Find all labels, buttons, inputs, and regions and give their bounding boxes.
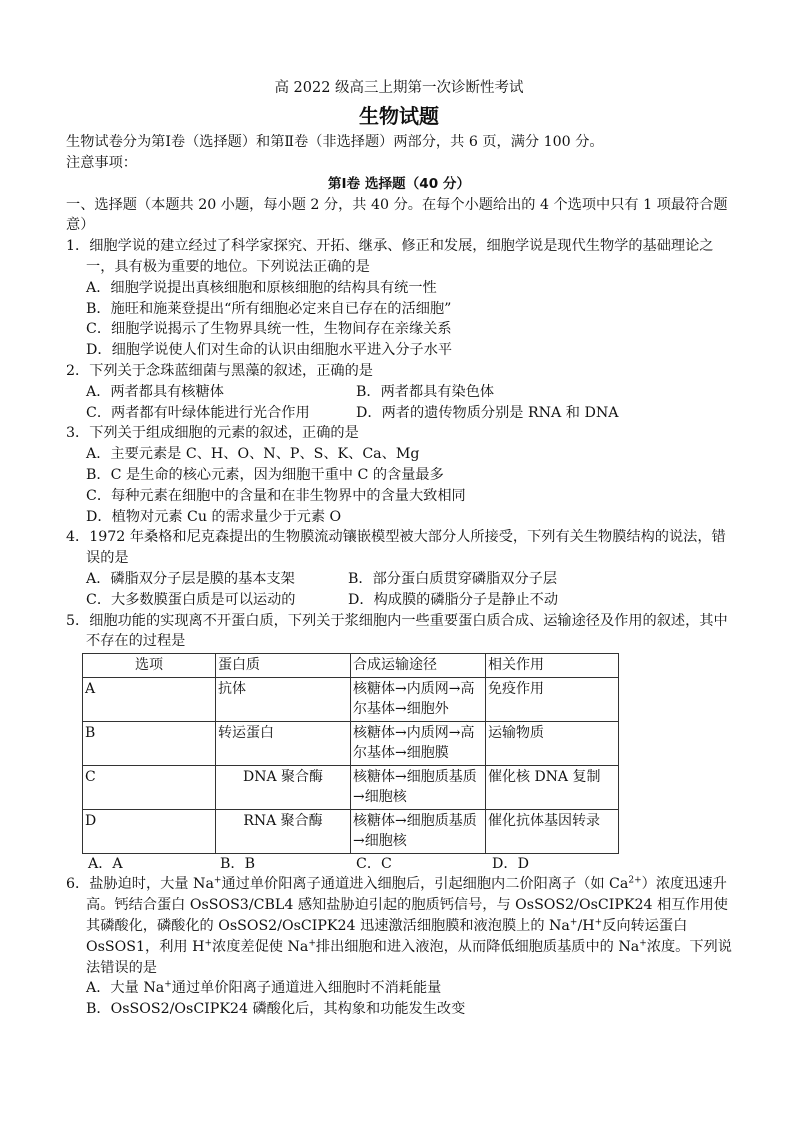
option-c: C．C <box>356 855 392 872</box>
table-cell: D <box>83 809 216 853</box>
table-cell: 催化抗体基因转录 <box>486 809 619 853</box>
table-cell: A <box>83 677 216 721</box>
option-a: A．大量 Na+通过单价阳离子通道进入细胞时不消耗能量 <box>86 979 442 997</box>
exam-title: 高 2022 级高三上期第一次诊断性考试 <box>274 80 524 96</box>
table-cell: 核糖体→细胞质基质→细胞核 <box>351 765 486 809</box>
table-cell: 核糖体→细胞质基质→细胞核 <box>351 809 486 853</box>
option-d: D．植物对元素 Cu 的需求量少于元素 O <box>86 508 342 525</box>
question-1 <box>66 236 732 361</box>
option-b: B．B <box>220 855 256 872</box>
option-c: C．细胞学说揭示了生物界具统一性，生物间存在亲缘关系 <box>86 321 452 338</box>
table-header: 选项 <box>83 654 216 678</box>
option-d: D．细胞学说使人们对生命的认识由细胞水平进入分子水平 <box>86 342 453 359</box>
option-b: B．施旺和施莱登提出“所有细胞必定来自已存在的活细胞” <box>86 300 452 317</box>
option-row <box>66 382 732 403</box>
section-instructions: 一、选择题（本题共 20 小题，每小题 2 分，共 40 分。在每个小题给出的 4 个选项中只有 1 项最符合题意） <box>66 196 728 234</box>
question-stem: 1．细胞学说的建立经过了科学家探究、开拓、继承、修正和发展，细胞学说是现代生物学的基础理论之一，具有极为重要的地位。下列说法正确的是 <box>66 238 714 275</box>
option-d: D．两者的遗传物质分别是 RNA 和 DNA <box>356 404 619 421</box>
option-row <box>66 403 732 424</box>
question-2 <box>66 361 732 423</box>
table-cell: C <box>83 765 216 809</box>
option-b: B．OsSOS2/OsCIPK24 磷酸化后，其构象和功能发生改变 <box>86 1001 466 1018</box>
protein-table <box>82 653 619 854</box>
table-row <box>83 677 619 721</box>
option-b: B．部分蛋白质贯穿磷脂双分子层 <box>348 570 558 587</box>
question-3 <box>66 423 732 527</box>
question-6 <box>66 874 732 1020</box>
exam-page <box>66 78 732 1020</box>
option-c: C．两者都有叶绿体能进行光合作用 <box>86 404 310 421</box>
option-row <box>66 590 732 611</box>
question-stem: 3．下列关于组成细胞的元素的叙述，正确的是 <box>66 425 359 442</box>
option-c: C．每种元素在细胞中的含量和在非生物界中的含量大致相同 <box>86 487 466 504</box>
question-stem: 5．细胞功能的实现离不开蛋白质，下列关于浆细胞内一些重要蛋白质合成、运输途径及作用的叙述，其中不存在的过程是 <box>66 612 728 650</box>
table-cell: DNA 聚合酶 <box>216 765 351 809</box>
option-a: A．两者都具有核糖体 <box>86 383 224 400</box>
table-header-row <box>83 654 619 678</box>
table-cell: 免疫作用 <box>486 677 619 721</box>
option-b: B．C 是生命的核心元素，因为细胞干重中 C 的含量最多 <box>86 466 444 483</box>
option-d: D．构成膜的磷脂分子是静止不动 <box>348 591 559 608</box>
question-4 <box>66 527 732 610</box>
option-b: B．两者都具有染色体 <box>356 383 495 400</box>
table-header: 合成运输途径 <box>351 654 486 678</box>
option-a: A．A <box>88 855 123 872</box>
option-row <box>66 569 732 590</box>
table-cell: 运输物质 <box>486 721 619 765</box>
table-header: 蛋白质 <box>216 654 351 678</box>
option-d: D．D <box>492 855 529 872</box>
option-a: A．磷脂双分子层是膜的基本支架 <box>86 570 295 587</box>
table-row <box>83 765 619 809</box>
option-a: A．主要元素是 C、H、O、N、P、S、K、Ca、Mg <box>86 446 420 463</box>
table-cell: B <box>83 721 216 765</box>
question-stem: 6．盐胁迫时，大量 Na+通过单价阳离子通道进入细胞后，引起细胞内二价阳离子（如 $Ca^{2+}$）浓度迅速升高。钙结合蛋白 OsSOS3/CBL4 感知盐胁迫引起的胞质钙信号，与 OsSOS2/OsCIPK24 相互作用使其磷酸化，磷酸化的 OsSOS2/OsCIPK24 迅速激活细胞膜和液泡膜上的 Na+/H+反向转运蛋白 OsSOS1，利用 H+浓度差促使 Na+排出细胞和进入液泡，从而降低细胞质基质中的 Na+浓度。下列说法错误的是 <box>66 875 732 976</box>
table-row <box>83 721 619 765</box>
question-5 <box>66 611 732 875</box>
table-cell: RNA 聚合酶 <box>216 809 351 853</box>
notice-label: 注意事项： <box>66 154 137 171</box>
table-cell: 催化核 DNA 复制 <box>486 765 619 809</box>
table-cell: 核糖体→内质网→高尔基体→细胞膜 <box>351 721 486 765</box>
part-title: 第Ⅰ卷 选择题（40 分） <box>327 175 471 192</box>
table-row <box>83 809 619 853</box>
intro-line: 生物试卷分为第Ⅰ卷（选择题）和第Ⅱ卷（非选择题）两部分，共 6 页，满分 100 分。 <box>66 134 604 150</box>
question-stem: 2．下列关于念珠蓝细菌与黑藻的叙述，正确的是 <box>66 362 373 379</box>
table-cell: 抗体 <box>216 677 351 721</box>
subject-title: 生物试题 <box>359 104 439 128</box>
option-c: C．大多数膜蛋白质是可以运动的 <box>86 591 296 608</box>
table-header: 相关作用 <box>486 654 619 678</box>
table-cell: 核糖体→内质网→高尔基体→细胞外 <box>351 677 486 721</box>
table-cell: 转运蛋白 <box>216 721 351 765</box>
question-stem: 4．1972 年桑格和尼克森提出的生物膜流动镶嵌模型被大部分人所接受，下列有关生物膜结构的说法，错误的是 <box>66 529 726 567</box>
option-a: A．细胞学说提出真核细胞和原核细胞的结构具有统一性 <box>86 279 437 296</box>
answer-options <box>66 854 732 875</box>
